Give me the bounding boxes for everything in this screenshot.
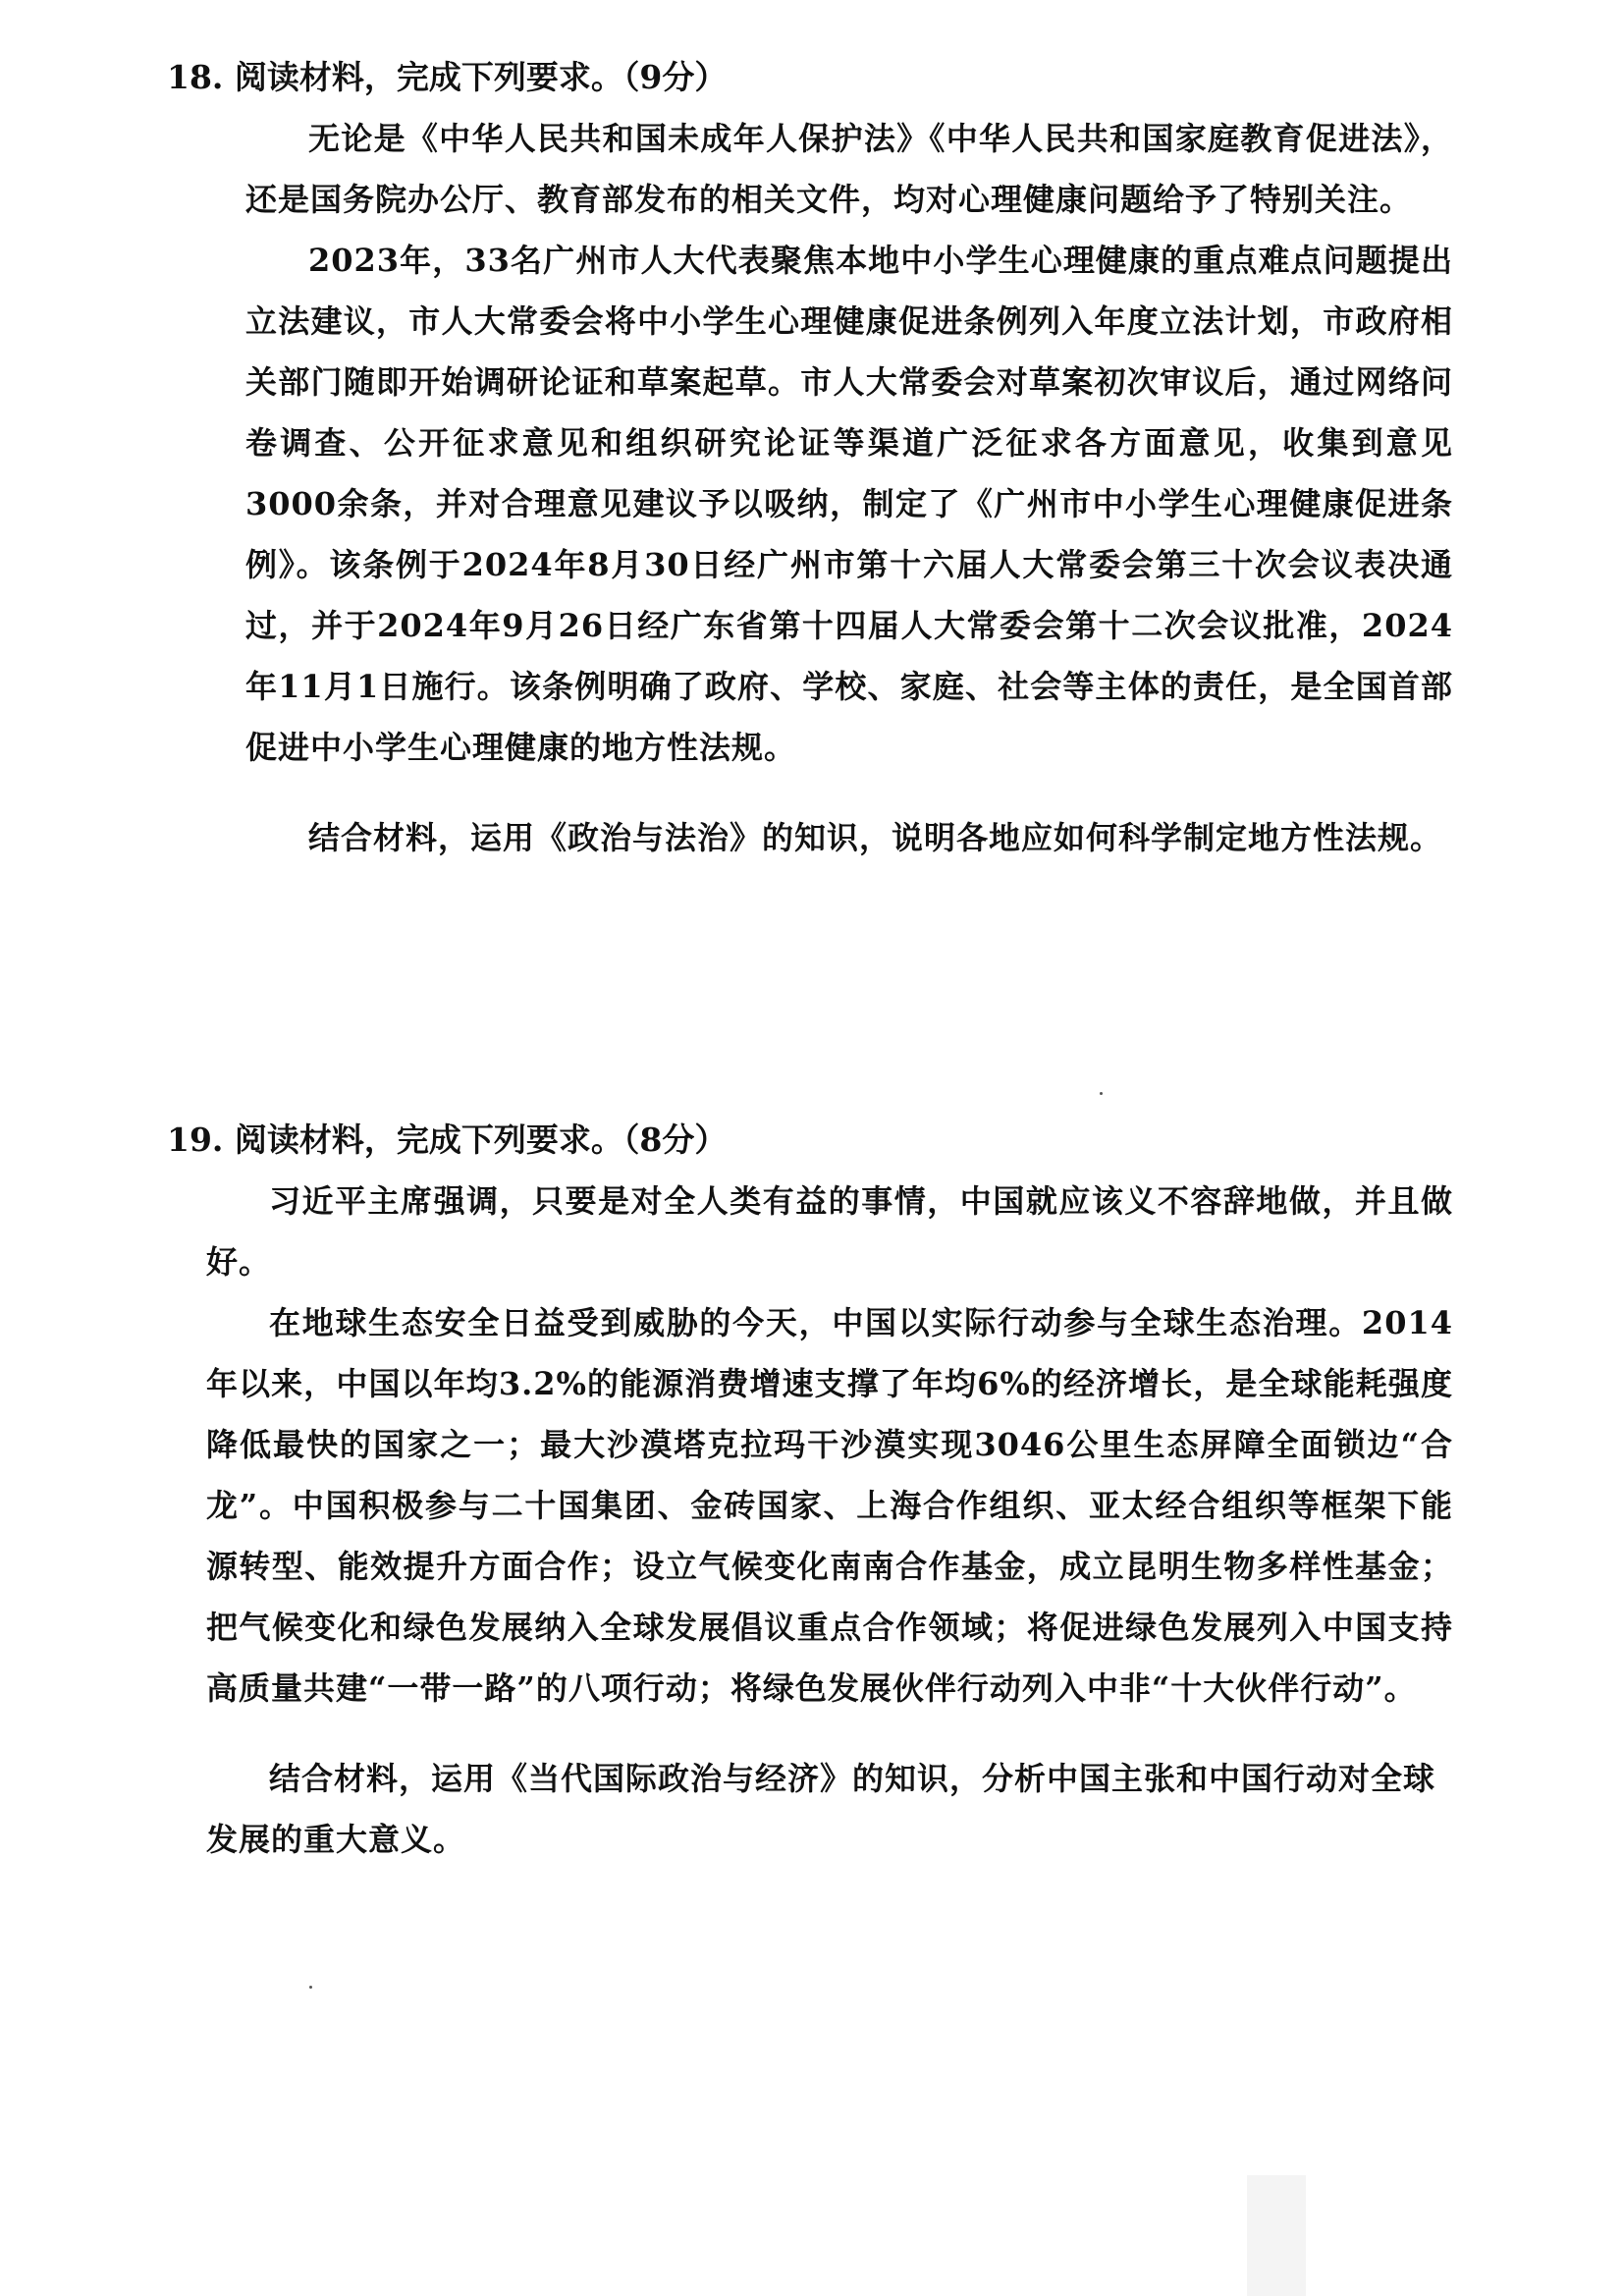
scan-speck: [309, 1986, 312, 1989]
question-18-material: [167, 108, 1453, 868]
question-19-paragraph: 在地球生态安全日益受到威胁的今天，中国以实际行动参与全球生态治理。2014年以来，中国以年均3.2%的能源消费增速支撑了年均6%的经济增长，是全球能耗强度降低最快的国家之一；最大沙漠塔克拉玛干沙漠实现3046公里生态屏障全面锁边“合龙”。中国积极参与二十国集团、金砖国家、上海合作组织、亚太经合组织等框架下能源转型、能效提升方面合作；设立气候变化南南合作基金，成立昆明生物多样性基金；把气候变化和绿色发展纳入全球发展倡议重点合作领域；将促进绿色发展列入中国支持高质量共建“一带一路”的八项行动；将绿色发展伙伴行动列入中非“十大伙伴行动”。: [206, 1304, 1453, 1707]
question-18-paragraph: 2023年，33名广州市人大代表聚焦本地中小学生心理健康的重点难点问题提出立法建议，市人大常委会将中小学生心理健康促进条例列入年度立法计划，市政府相关部门随即开始调研论证和草案起草。市人大常委会对草案初次审议后，通过网络问卷调查、公开征求意见和组织研究论证等渠道广泛征求各方面意见，收集到意见3000余条，并对合理意见建议予以吸纳，制定了《广州市中小学生心理健康促进条例》。该条例于2024年8月30日经广州市第十六届人大常委会第三十次会议表决通过，并于2024年9月26日经广东省第十四届人大常委会第十二次会议批准，2024年11月1日施行。该条例明确了政府、学校、家庭、社会等主体的责任，是全国首部促进中小学生心理健康的地方性法规。: [245, 242, 1453, 766]
question-18: [167, 47, 1473, 868]
question-19-header: 19. 阅读材料，完成下列要求。（8分）: [167, 1121, 728, 1159]
question-19-material: [167, 1171, 1453, 1870]
question-18-paragraph: 无论是《中华人民共和国未成年人保护法》《中华人民共和国家庭教育促进法》，还是国务院办公厅、教育部发布的相关文件，均对心理健康问题给予了特别关注。: [245, 120, 1453, 218]
question-19-task: 结合材料，运用《当代国际政治与经济》的知识，分析中国主张和中国行动对全球发展的重大意义。: [206, 1760, 1436, 1858]
scan-shadow: [1247, 2175, 1306, 2296]
question-19-paragraph: 习近平主席强调，只要是对全人类有益的事情，中国就应该义不容辞地做，并且做好。: [206, 1182, 1453, 1281]
question-18-header: 18. 阅读材料，完成下列要求。（9分）: [167, 58, 728, 96]
question-18-task: 结合材料，运用《政治与法治》的知识，说明各地应如何科学制定地方性法规。: [308, 819, 1443, 856]
scan-speck: [1100, 1092, 1103, 1095]
question-19: [167, 1110, 1473, 1870]
